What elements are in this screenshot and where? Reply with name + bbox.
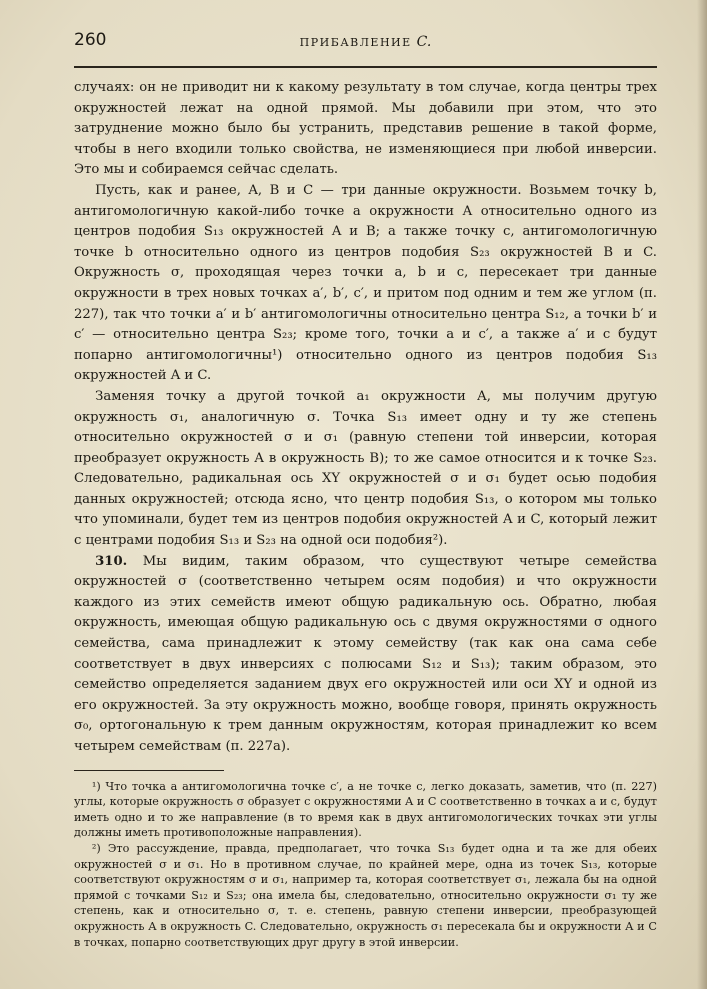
paragraph: случаях: он не приводит ни к какому результату в том случае, когда центры трех окружностей лежат на одной прямой. Мы добавили при этом, что это затруднение можно было бы устранить, представив решение в такой форме, чтобы в него входили только свойства, не изменяющиеся при любой инверсии. Это мы и собираемся сейчас сделать. (74, 80, 657, 178)
footnote: ²) Это рассуждение, правда, предполагает, что точка S₁₃ будет одна и та же для обеих окружностей σ и σ₁. Но в противном случае, по крайней мере, одна из точек S₁₃, которые соответствуют окружностям σ и σ₁, например та, которая соответствует σ₁, лежала бы на одной прямой с точками S₁₂ и S₂₃; она имела бы, следовательно, относительно окружности σ₁ ту же степень, как и относительно σ, т. е. степень, равную степени инверсии, преобразующей окружность A в окружность C. Следовательно, окружность σ₁ пересекала бы и окружности A и C в точках, попарно соответствующих друг другу в этой инверсии. (74, 841, 657, 949)
running-head-letter: C. (416, 34, 432, 50)
section-text: Мы видим, таким образом, что существуют четыре семейства окружностей σ (соответственно четырем осям подобия) и что окружности каждого из этих семейств имеют общую радикальную ось. Обратно, любая окружность, имеющая общую радикальную ось с двумя окружностями σ одного семейства, сама принадлежит к этому семейству (так как она сама себе соответствует в двух инверсиях с полюсами S₁₂ и S₁₃); таким образом, это семейство определяется заданием двух его окружностей или оси XY и одной из его окружностей. За эту окружность можно, вообще говоря, принять окружность σ₀, ортогональную к трем данным окружностям, которая принадлежит ко всем четырем семействам (п. 227а). (74, 553, 657, 754)
running-head (74, 34, 657, 50)
section-number: 310. (95, 553, 128, 569)
page-edge-shadow (697, 0, 707, 989)
footnote-rule (74, 770, 224, 771)
page-header (74, 30, 657, 58)
paragraph: Заменяя точку a другой точкой a₁ окружности A, мы получим другую окружность σ₁, аналогичную σ. Точка S₁₃ имеет одну и ту же степень относительно окружностей σ и σ₁ (равную степени той инверсии, которая преобразует окружность A в окружность B); то же самое относится и к точке S₂₃. Следовательно, радикальная ось XY окружностей σ и σ₁ будет осью подобия данных окружностей; отсюда ясно, что центр подобия S₁₃, о котором мы только что упоминали, будет тем из центров подобия окружностей A и C, который лежит с центрами подобия S₁₃ и S₂₃ на одной оси подобия²). (74, 388, 657, 549)
header-rule (74, 66, 657, 68)
running-head-title: ПРИБАВЛЕНИЕ (299, 36, 412, 49)
footnote: ¹) Что точка a антигомологична точке c′, а не точке c, легко доказать, заметив, что (п. 227) углы, которые окружность σ образует с окружностями A и C соответственно в точках a и c, будут иметь одно и то же направление (в то время как в двух антигомологических точках эти углы должны иметь противоположные направления). (74, 779, 657, 840)
page-number: 260 (74, 30, 107, 50)
main-text (74, 78, 657, 758)
paragraph: Пусть, как и ранее, A, B и C — три данные окружности. Возьмем точку b, антигомологичную какой-либо точке a окружности A относительно одного из центров подобия S₁₃ окружностей A и B; а также точку c, антигомологичную точке b относительно одного из центров подобия S₂₃ окружностей B и C. Окружность σ, проходящая через точки a, b и c, пересекает три данные окружности в трех новых точках a′, b′, c′, и притом под одним и тем же углом (п. 227), так что точки a′ и b′ антигомологичны относительно центра S₁₂, а точки b′ и c′ — относительно центра S₂₃; кроме того, точки a и c′, а также a′ и c будут попарно антигомологичны¹) относительно одного из центров подобия S₁₃ окружностей A и C. (74, 182, 657, 384)
section-paragraph (74, 552, 657, 758)
footnotes (74, 779, 657, 951)
